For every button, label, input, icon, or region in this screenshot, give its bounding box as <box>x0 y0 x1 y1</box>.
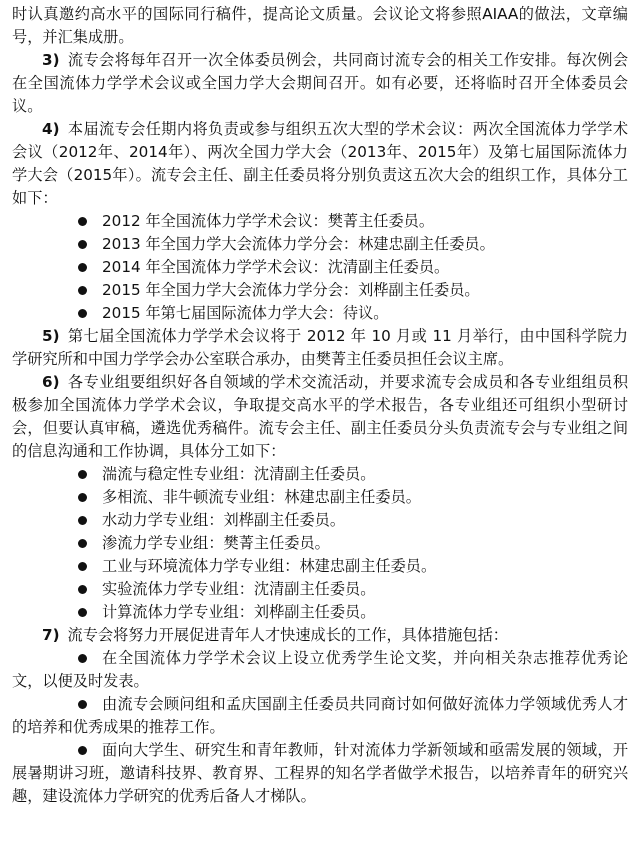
item-5-text: 第七届全国流体力学学术会议将于 2012 年 10 月或 11 月举行，由中国科学院力学研究所和中国力学学会办公室联合承办，由樊菁主任委员担任会议主席。 <box>12 327 628 368</box>
bullet-icon <box>78 654 87 663</box>
bullet-icon <box>78 309 87 318</box>
list-item <box>12 647 628 693</box>
list-item-text: 2015 年全国力学大会流体力学分会：刘桦副主任委员。 <box>102 281 480 299</box>
list-item <box>12 693 628 739</box>
list-item <box>12 509 628 532</box>
bullet-icon <box>78 493 87 502</box>
bullet-icon <box>78 539 87 548</box>
intro-paragraph: 时认真邀约高水平的国际同行稿件，提高论文质量。会议论文将参照AIAA的做法，文章编号，并汇集成册。 <box>12 5 628 46</box>
bullet-icon <box>78 240 87 249</box>
item-4-bullet-list <box>12 210 628 325</box>
list-item-text: 2013 年全国力学大会流体力学分会：林建忠副主任委员。 <box>102 235 495 253</box>
list-item-text: 2015 年第七届国际流体力学大会：待议。 <box>102 304 389 322</box>
item-3-number: 3) <box>42 51 60 69</box>
list-item-text: 面向大学生、研究生和青年教师，针对流体力学新领域和亟需发展的领域，开展暑期讲习班，邀请科技界、教育界、工程界的知名学者做学术报告，以培养青年的研究兴趣，建设流体力学研究的优秀后备人才梯队。 <box>12 741 628 805</box>
list-item-text: 2014 年全国流体力学学术会议：沈清副主任委员。 <box>102 258 450 276</box>
list-item-text: 由流专会顾问组和孟庆国副主任委员共同商讨如何做好流体力学领域优秀人才的培养和优秀成果的推荐工作。 <box>12 695 628 736</box>
list-item-text: 工业与环境流体力学专业组：林建忠副主任委员。 <box>102 557 437 575</box>
bullet-icon <box>78 562 87 571</box>
list-item <box>12 486 628 509</box>
bullet-icon <box>78 700 87 709</box>
item-6-text: 各专业组要组织好各自领域的学术交流活动，并要求流专会成员和各专业组组员积极参加全国流体力学学术会议，争取提交高水平的学术报告，各专业组还可组织小型研讨会，但要认真审稿，遴选优秀稿件。流专会主任、副主任委员分头负责流专会与专业组之间的信息沟通和工作协调，具体分工如下： <box>12 373 628 460</box>
item-7-measure-list <box>12 647 628 808</box>
bullet-icon <box>78 608 87 617</box>
bullet-icon <box>78 286 87 295</box>
item-4-text: 本届流专会任期内将负责或参与组织五次大型的学术会议：两次全国流体力学学术会议（2012年、2014年）、两次全国力学大会（2013年、2015年）及第七届国际流体力学大会（2015年）。流专会主任、副主任委员将分别负责这五次大会的组织工作，具体分工如下： <box>12 120 628 207</box>
list-item <box>12 233 628 256</box>
list-item <box>12 578 628 601</box>
item-3-paragraph <box>12 49 628 118</box>
list-item <box>12 256 628 279</box>
list-item-text: 实验流体力学专业组：沈清副主任委员。 <box>102 580 376 598</box>
item-5-paragraph <box>12 325 628 371</box>
item-7-number: 7) <box>42 626 60 644</box>
list-item <box>12 463 628 486</box>
item-6-paragraph <box>12 371 628 463</box>
list-item <box>12 279 628 302</box>
bullet-icon <box>78 585 87 594</box>
list-item-text: 2012 年全国流体力学学术会议：樊菁主任委员。 <box>102 212 435 230</box>
item-5-number: 5) <box>42 327 60 345</box>
bullet-icon <box>78 470 87 479</box>
bullet-icon <box>78 263 87 272</box>
list-item-text: 渗流力学专业组：樊菁主任委员。 <box>102 534 330 552</box>
list-item <box>12 210 628 233</box>
bullet-icon <box>78 516 87 525</box>
item-6-bullet-list <box>12 463 628 624</box>
list-item-text: 湍流与稳定性专业组：沈清副主任委员。 <box>102 465 376 483</box>
list-item <box>12 555 628 578</box>
list-item-text: 在全国流体力学学术会议上设立优秀学生论文奖，并向相关杂志推荐优秀论文，以便及时发表。 <box>12 649 628 690</box>
item-7-paragraph <box>12 624 628 647</box>
list-item <box>12 302 628 325</box>
item-4-number: 4) <box>42 120 60 138</box>
list-item <box>12 739 628 808</box>
item-6-number: 6) <box>42 373 60 391</box>
list-item-text: 多相流、非牛顿流专业组：林建忠副主任委员。 <box>102 488 421 506</box>
list-item-text: 水动力学专业组：刘桦副主任委员。 <box>102 511 345 529</box>
bullet-icon <box>78 746 87 755</box>
bullet-icon <box>78 217 87 226</box>
item-4-paragraph <box>12 118 628 210</box>
list-item <box>12 532 628 555</box>
list-item <box>12 601 628 624</box>
item-7-text: 流专会将努力开展促进青年人才快速成长的工作，具体措施包括： <box>67 626 508 644</box>
item-3-text: 流专会将每年召开一次全体委员例会，共同商讨流专会的相关工作安排。每次例会在全国流体力学学术会议或全国力学大会期间召开。如有必要，还将临时召开全体委员会议。 <box>12 51 628 115</box>
list-item-text: 计算流体力学专业组：刘桦副主任委员。 <box>102 603 376 621</box>
